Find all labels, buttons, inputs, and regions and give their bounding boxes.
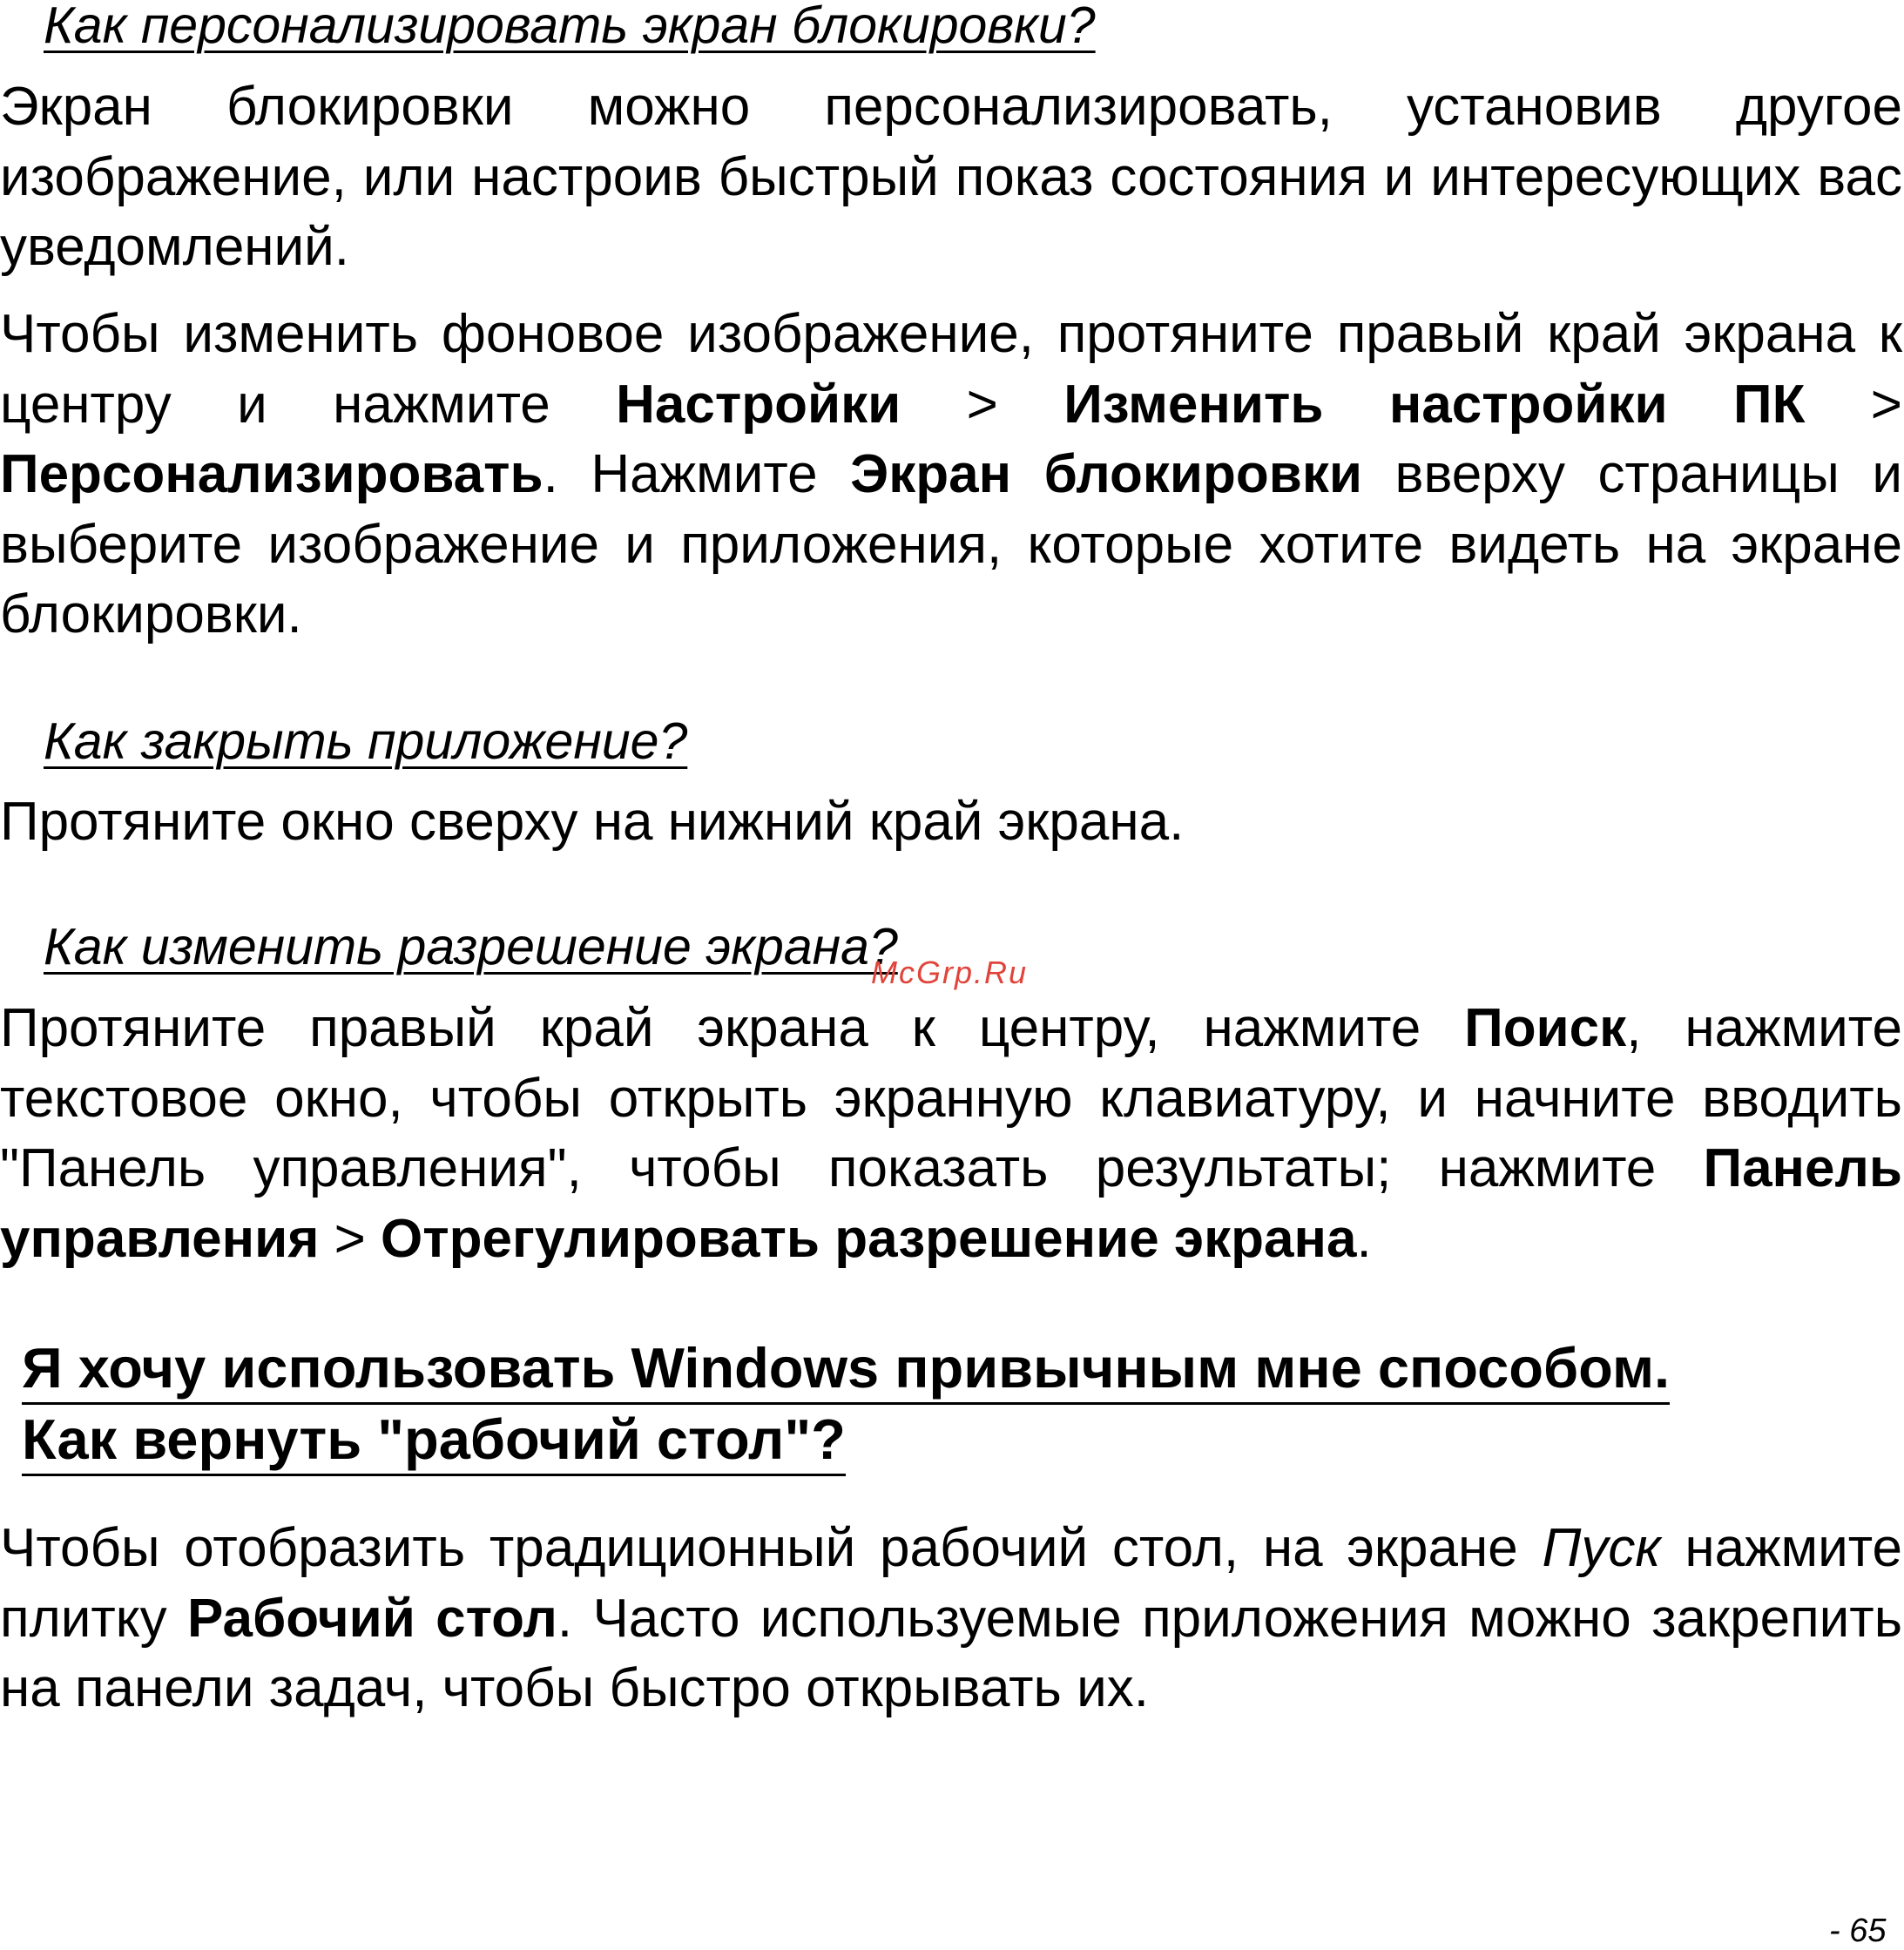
paragraph-resolution: Протяните правый край экрана к центру, нажмите Поиск, нажмите текстовое окно, чтобы открыть экранную клавиатуру, и начните вводить "Панель управления", чтобы показать результаты; нажмите Панель управления > Отрегулировать разрешение экрана. [0, 998, 1902, 1269]
question-close-app: Как закрыть приложение? [44, 712, 688, 770]
paragraph-close-app: Протяните окно сверху на нижний край экрана. [0, 792, 1185, 852]
question-lockscreen: Как персонализировать экран блокировки? [44, 0, 1096, 54]
start-term: Пуск [1542, 1518, 1661, 1578]
page-number: - 65 [1829, 1913, 1887, 1949]
search-term: Поиск [1464, 998, 1627, 1058]
change-pc-settings-term: Изменить настройки ПК [1063, 374, 1806, 435]
paragraph-lockscreen-steps: Чтобы изменить фоновое изображение, протяните правый край экрана к центру и нажмите Настройки > Изменить настройки ПК > Персонализировать. Нажмите Экран блокировки вверху страницы и выберите изображение и приложения, которые хотите видеть на экране блокировки. [0, 304, 1902, 644]
desktop-tile-term: Рабочий стол [186, 1588, 557, 1649]
control-panel-term: Панель управления [0, 1138, 1902, 1269]
settings-term: Настройки [616, 374, 901, 435]
question-resolution: Как изменить разрешение экрана? [44, 918, 898, 975]
personalize-term: Персонализировать [0, 444, 544, 504]
heading-desktop-line2: Как вернуть "рабочий стол"? [22, 1404, 846, 1476]
adjust-resolution-term: Отрегулировать разрешение экрана [381, 1208, 1357, 1269]
paragraph-desktop: Чтобы отобразить традиционный рабочий стол, на экране Пуск нажмите плитку Рабочий стол. Часто используемые приложения можно закрепить на панели задач, чтобы быстро открывать их. [0, 1518, 1902, 1718]
paragraph-lockscreen-intro: Экран блокировки можно персонализировать, установив другое изображение, или настроив быстрый показ состояния и интересующих вас уведомлений. [0, 77, 1902, 277]
heading-desktop-line1: Я хочу использовать Windows привычным мне способом. [22, 1333, 1670, 1405]
watermark: McGrp.Ru [871, 955, 1029, 990]
lock-screen-term: Экран блокировки [850, 444, 1362, 504]
